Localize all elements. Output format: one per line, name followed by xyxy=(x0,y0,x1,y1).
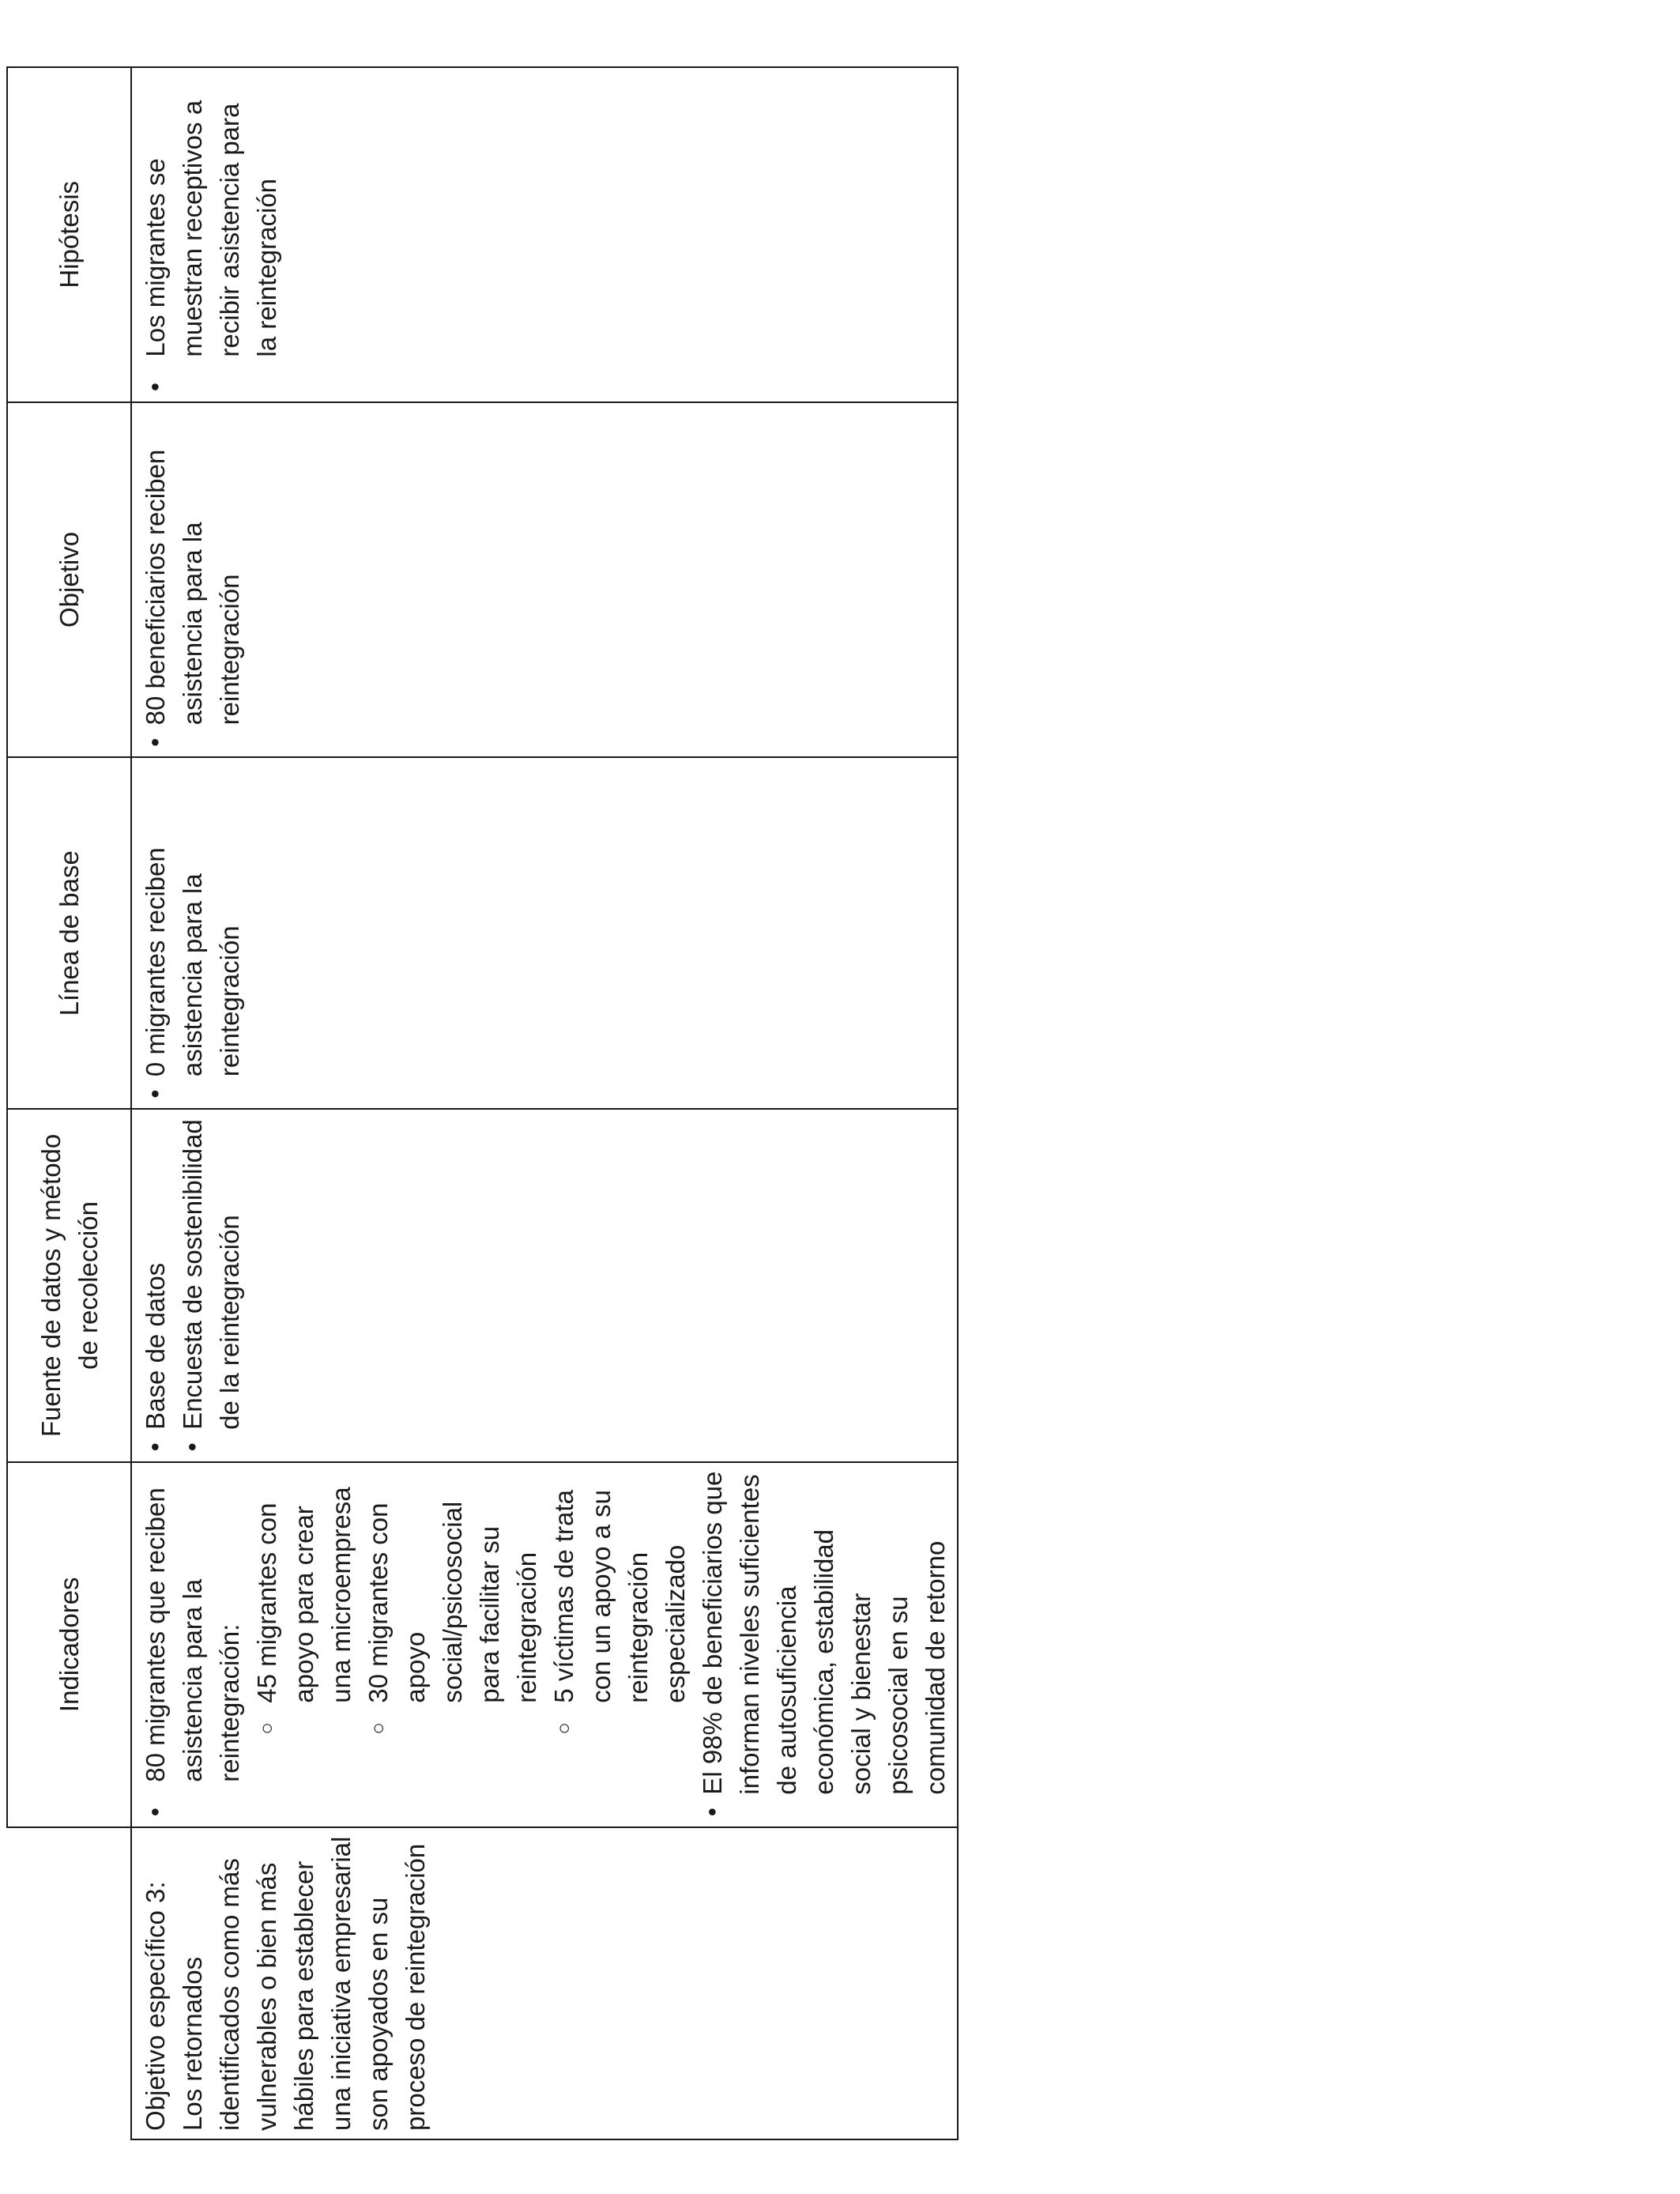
results-matrix-table xyxy=(6,66,959,2140)
objetivo-list xyxy=(137,411,248,749)
list-item xyxy=(137,76,285,394)
indicador-sub-text: 5 víctimas de trata con un apoyo a su reintegración especializado xyxy=(549,1489,690,1703)
header-objetivo: Objetivo xyxy=(7,402,131,758)
indicadores-cell xyxy=(131,1462,958,1827)
list-item xyxy=(360,1468,545,1735)
linea-base-cell xyxy=(131,757,958,1109)
fuente-cell xyxy=(131,1109,958,1462)
circle-bullet-icon: ○ xyxy=(254,1721,278,1735)
hipotesis-text: Los migrantes se muestran receptivos a recibir asistencia para la reintegración xyxy=(141,100,281,357)
indicador-sub-text: 45 migrantes con apoyo para crear una microempresa xyxy=(252,1487,356,1703)
fuente-item-text: Base de datos xyxy=(141,1262,170,1430)
fuente-list xyxy=(137,1118,248,1453)
objetivo-especifico-cell xyxy=(131,1827,958,2139)
list-item xyxy=(137,411,248,749)
indicador-main-text: 80 migrantes que reciben asistencia para la reintegración: xyxy=(141,1487,244,1782)
objetivo-especifico-text: Los retornados identificados como más vulnerables o bien más hábiles para establecer una iniciativa empresarial son apoyados en su proceso de reintegración xyxy=(178,1836,430,2131)
list-item xyxy=(174,1118,248,1453)
header-row xyxy=(7,67,131,2139)
circle-bullet-icon: ○ xyxy=(366,1721,390,1735)
indicadores-list-2 xyxy=(694,1468,954,1819)
list-item xyxy=(137,1468,694,1819)
indicador-second-text: El 98% de beneficiarios que informan niveles suficientes de autosuficiencia económica, estabilidad social y bienestar psicosocial en su comunidad de retorno xyxy=(698,1471,950,1795)
objetivo-text: 80 beneficiarios reciben asistencia para la reintegración xyxy=(141,449,244,726)
header-fuente: Fuente de datos y método de recolección xyxy=(7,1109,131,1462)
indicadores-sublist xyxy=(248,1468,694,1782)
header-blank-cell xyxy=(7,1827,131,2139)
objetivo-cell xyxy=(131,402,958,758)
list-item xyxy=(694,1468,954,1819)
fuente-item-text: Encuesta de sostenibilidad de la reintegración xyxy=(178,1119,244,1430)
hipotesis-list xyxy=(137,76,285,394)
list-item xyxy=(137,766,248,1100)
circle-bullet-icon: ○ xyxy=(552,1721,575,1735)
list-item xyxy=(545,1468,694,1735)
indicador-sub-text: 30 migrantes con apoyo social/psicosocial para facilitar su reintegración xyxy=(363,1501,541,1703)
rotated-page xyxy=(6,66,950,2140)
objetivo-especifico-title: Objetivo específico 3: xyxy=(141,1881,170,2131)
hipotesis-cell xyxy=(131,67,958,402)
indicadores-list xyxy=(137,1468,694,1819)
list-item xyxy=(137,1118,174,1453)
linea-base-text: 0 migrantes reciben asistencia para la reintegración xyxy=(141,847,244,1077)
linea-base-list xyxy=(137,766,248,1100)
table-row xyxy=(131,67,958,2139)
header-hipotesis: Hipótesis xyxy=(7,67,131,402)
header-indicadores: Indicadores xyxy=(7,1462,131,1827)
list-item xyxy=(248,1468,360,1735)
header-linea-base: Línea de base xyxy=(7,757,131,1109)
